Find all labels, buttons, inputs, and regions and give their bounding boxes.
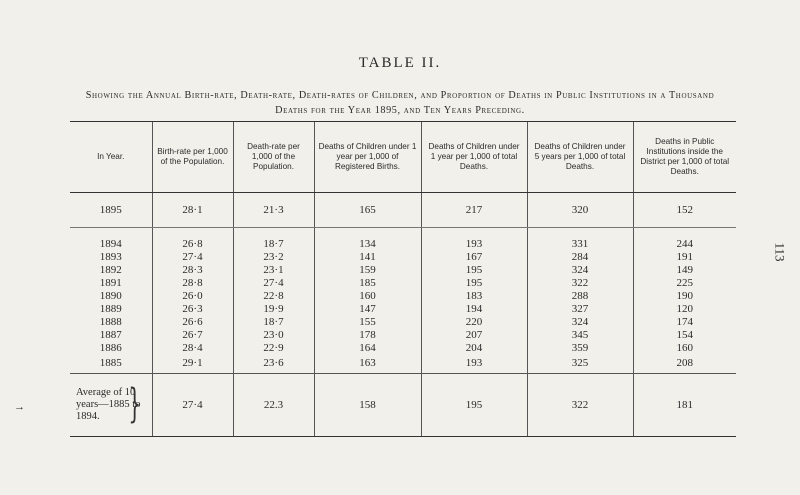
- header-cell: Deaths of Children under 1 year per 1,000 of total Deaths.: [421, 122, 527, 193]
- table-cell: 22·9: [233, 342, 314, 355]
- average-label: Average of 10 years—1885 to 1894.: [76, 387, 141, 422]
- header-cell: Deaths of Children under 1 year per 1,000 of Registered Births.: [314, 122, 421, 193]
- table-cell: 160: [314, 290, 421, 303]
- table-cell: 174: [633, 316, 736, 329]
- brace-icon: }: [128, 381, 142, 427]
- table-cell: 244: [633, 238, 736, 251]
- current-year-row: [70, 193, 736, 228]
- table-cell: 190: [633, 290, 736, 303]
- table-cell: 155: [314, 316, 421, 329]
- table-cell: 27·4: [152, 374, 233, 437]
- table-cell: 284: [527, 251, 633, 264]
- header-cell: Deaths in Public Institutions inside the District per 1,000 of total Deaths.: [633, 122, 736, 193]
- table-cell: 220: [421, 316, 527, 329]
- table-cell: 120: [633, 303, 736, 316]
- table-cell: 28·4: [152, 342, 233, 355]
- table-cell: 331: [527, 238, 633, 251]
- table-cell: 193: [421, 355, 527, 374]
- table-cell: 22.3: [233, 374, 314, 437]
- table-cell: 163: [314, 355, 421, 374]
- table-cell: 29·1: [152, 355, 233, 374]
- table-cell: 178: [314, 329, 421, 342]
- table-cell: 154: [633, 329, 736, 342]
- table-cell: 22·8: [233, 290, 314, 303]
- average-row: [70, 374, 736, 437]
- year-row: [70, 251, 736, 264]
- table-cell: 134: [314, 238, 421, 251]
- table-cell: 225: [633, 277, 736, 290]
- year-row: [70, 303, 736, 316]
- table-cell: 1890: [99, 290, 122, 302]
- header-cell: In Year.: [70, 122, 152, 193]
- year-row: [70, 238, 736, 251]
- table-title: TABLE II.: [358, 55, 442, 71]
- table-cell: 26·0: [152, 290, 233, 303]
- page-number: 113: [772, 242, 788, 262]
- table-cell: 141: [314, 251, 421, 264]
- year-row: [70, 316, 736, 329]
- table-cell: 1887: [99, 329, 122, 341]
- average-label-cell: [70, 374, 152, 437]
- table-cell: 325: [527, 355, 633, 374]
- year-row: [70, 290, 736, 303]
- table-caption: Showing the Annual Birth-rate, Death-rate, Death-rates of Children, and Proportion of Deaths in Public Institutions in a Thousand Deaths for the Year 1895, and Ten Years Preceding.: [85, 90, 715, 116]
- table-cell: 345: [527, 329, 633, 342]
- table-cell: 18·7: [233, 316, 314, 329]
- table-cell: 327: [527, 303, 633, 316]
- table-cell: 28·1: [152, 193, 233, 228]
- table-cell: 322: [527, 277, 633, 290]
- year-row: [70, 264, 736, 277]
- table-cell: 26·7: [152, 329, 233, 342]
- table-cell: 23·0: [233, 329, 314, 342]
- table-cell: 204: [421, 342, 527, 355]
- table-cell: 23·6: [233, 355, 314, 374]
- table-cell: 1893: [99, 251, 122, 263]
- table-cell: 147: [314, 303, 421, 316]
- table-cell: 288: [527, 290, 633, 303]
- table-cell: 27·4: [152, 251, 233, 264]
- year-row: [70, 342, 736, 355]
- table-cell: 193: [421, 238, 527, 251]
- table-cell: 1888: [99, 316, 122, 328]
- table-cell: 1892: [99, 264, 122, 276]
- table-cell: 185: [314, 277, 421, 290]
- table-cell: 195: [421, 264, 527, 277]
- table-cell: 21·3: [233, 193, 314, 228]
- table-cell: 28·8: [152, 277, 233, 290]
- table-cell: 324: [527, 264, 633, 277]
- table-cell: 207: [421, 329, 527, 342]
- table-cell: 194: [421, 303, 527, 316]
- table-cell: 158: [314, 374, 421, 437]
- table-cell: 1895: [70, 193, 152, 228]
- header-row: [70, 122, 736, 193]
- table-cell: 1894: [99, 238, 122, 250]
- table-cell: 359: [527, 342, 633, 355]
- header-cell: Birth-rate per 1,000 of the Population.: [152, 122, 233, 193]
- table-cell: 183: [421, 290, 527, 303]
- spacer-row: [70, 228, 736, 239]
- table-cell: 195: [421, 277, 527, 290]
- year-row: [70, 329, 736, 342]
- table-cell: 191: [633, 251, 736, 264]
- table-cell: 23·1: [233, 264, 314, 277]
- table-cell: 181: [633, 374, 736, 437]
- table-cell: 26·8: [152, 238, 233, 251]
- table-cell: 160: [633, 342, 736, 355]
- table-cell: 324: [527, 316, 633, 329]
- table-cell: 26·3: [152, 303, 233, 316]
- table-cell: 152: [633, 193, 736, 228]
- table-cell: 19·9: [233, 303, 314, 316]
- year-row: [70, 277, 736, 290]
- header-cell: Death-rate per 1,000 of the Population.: [233, 122, 314, 193]
- table-cell: 164: [314, 342, 421, 355]
- table-cell: 18·7: [233, 238, 314, 251]
- statistics-table: [70, 121, 736, 437]
- table-cell: 1885: [99, 356, 122, 369]
- table-cell: 149: [633, 264, 736, 277]
- table-cell: 322: [527, 374, 633, 437]
- table-cell: 23·2: [233, 251, 314, 264]
- table-cell: 208: [633, 355, 736, 374]
- table-cell: 1889: [99, 303, 122, 315]
- table-cell: 320: [527, 193, 633, 228]
- table-cell: 1891: [99, 277, 122, 289]
- table-cell: 167: [421, 251, 527, 264]
- table-cell: 28·3: [152, 264, 233, 277]
- table-cell: 217: [421, 193, 527, 228]
- table-cell: 165: [314, 193, 421, 228]
- table-cell: 159: [314, 264, 421, 277]
- table-cell: 195: [421, 374, 527, 437]
- table-cell: 27·4: [233, 277, 314, 290]
- header-cell: Deaths of Children under 5 years per 1,000 of total Deaths.: [527, 122, 633, 193]
- table-cell: 26·6: [152, 316, 233, 329]
- year-row: [70, 355, 736, 374]
- table-cell: 1886: [99, 342, 122, 354]
- margin-mark: →: [14, 401, 25, 413]
